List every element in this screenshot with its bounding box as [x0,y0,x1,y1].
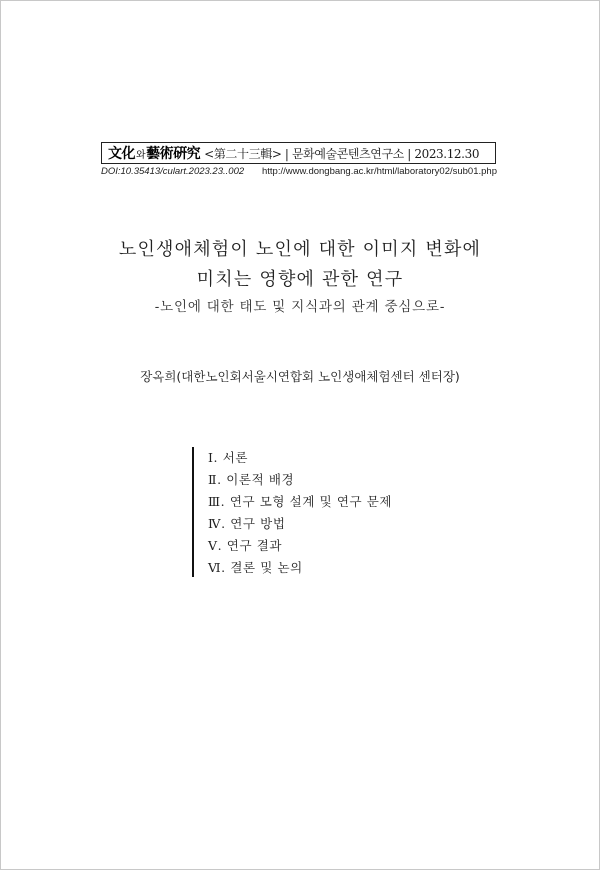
title-line-1: 노인생애체험이 노인에 대한 이미지 변화에 [118,239,482,260]
journal-header [101,142,496,164]
toc-item [208,535,508,557]
journal-meta: <第二十三輯> | 문화예술콘텐츠연구소 | 2023.12.30 [204,146,480,161]
doi: DOI:10.35413/culart.2023.23..002 [101,166,245,177]
toc-label: 결론 및 논의 [230,560,303,575]
logo-text-art-research: 藝術硏究 [146,146,201,162]
toc-number: Ⅰ. [208,450,219,465]
toc-label: 서론 [222,450,249,465]
journal-url[interactable]: http://www.dongbang.ac.kr/html/laboratory02/sub01.php [261,166,497,177]
title-block [0,235,600,319]
toc-item [208,513,508,535]
toc-number: Ⅱ. [208,472,222,487]
journal-logo [108,143,200,163]
toc-label: 연구 결과 [226,538,283,553]
toc-number: Ⅴ. [208,538,223,553]
toc-item [208,491,508,513]
title-line-2: 미치는 영향에 관한 연구 [196,269,404,290]
table-of-contents [192,447,508,577]
toc-label: 연구 방법 [230,516,286,531]
author: 장옥희(대한노인회서울시연합회 노인생애체험센터 센터장) [140,369,460,384]
toc-number: Ⅲ. [208,494,226,509]
toc-number: Ⅵ. [208,560,226,575]
toc-label: 연구 모형 설계 및 연구 문제 [229,494,393,509]
toc-number: Ⅳ. [208,516,226,531]
toc-label: 이론적 배경 [226,472,295,487]
toc-item [208,557,508,579]
toc-item [208,469,508,491]
toc-item [208,447,508,469]
subtitle: -노인에 대한 태도 및 지식과의 관계 중심으로- [154,299,446,315]
logo-text-culture: 文化 [108,146,135,162]
logo-text-and: 와 [136,150,146,161]
